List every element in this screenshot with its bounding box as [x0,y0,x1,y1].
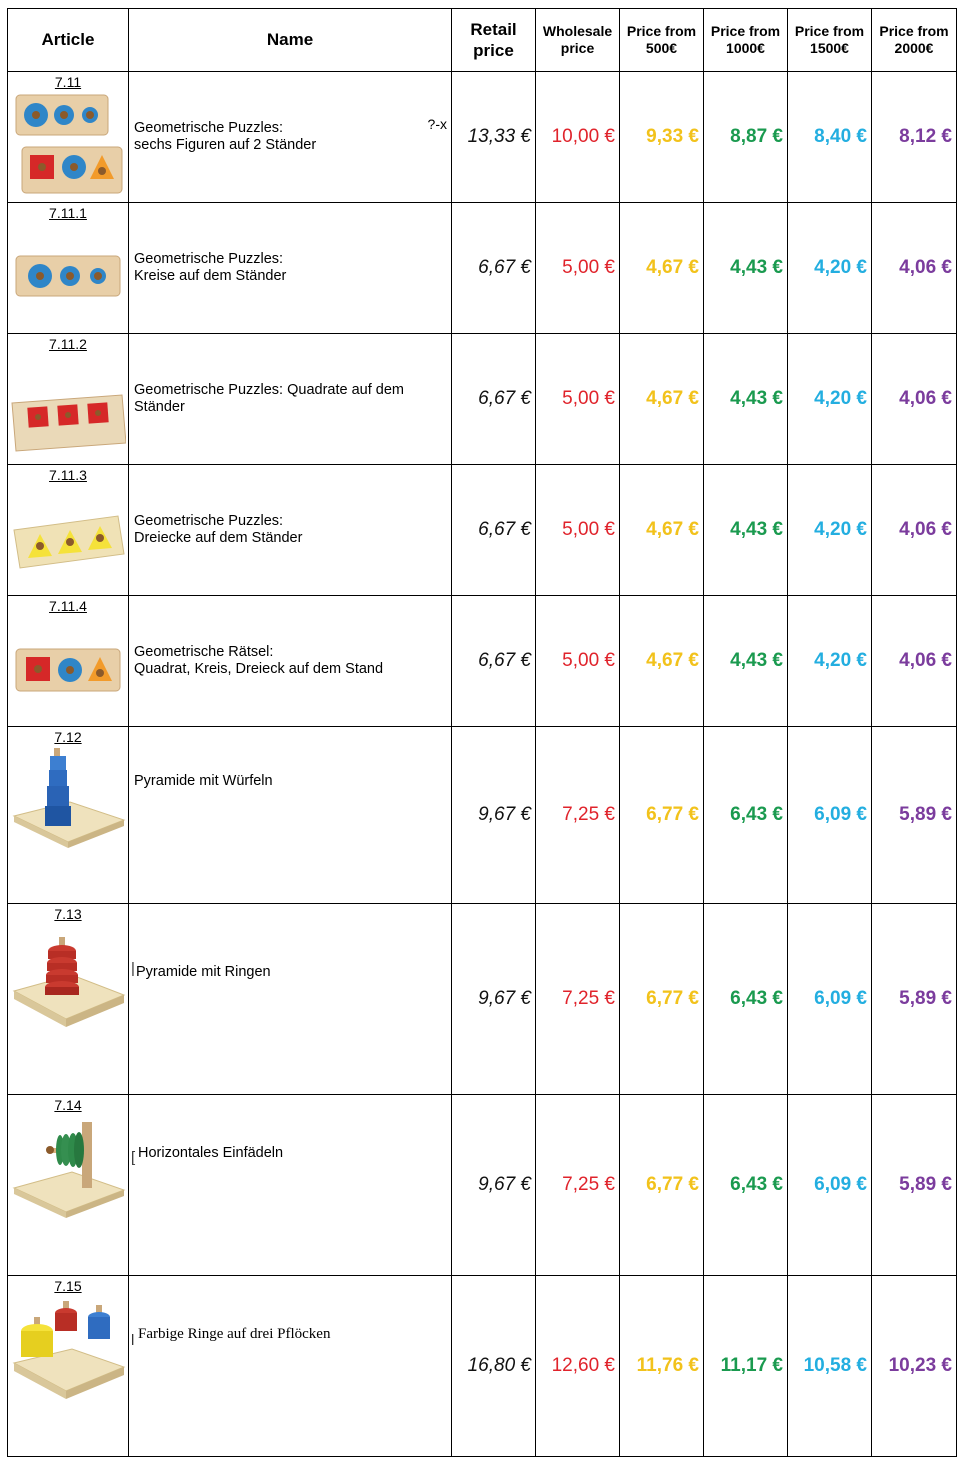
product-image [10,91,126,199]
price-from-2000: 4,06 € [872,596,957,727]
product-name: Horizontales Einfädeln [138,1145,284,1161]
header-name: Name [129,9,452,72]
product-name-cell [129,1276,452,1457]
price-from-1000: 4,43 € [704,334,788,465]
price-from-1500: 6,09 € [788,727,872,904]
price-table [7,8,957,1457]
retail-price: 6,67 € [452,203,536,334]
wholesale-price: 10,00 € [536,72,620,203]
price-from-1000: 4,43 € [704,465,788,596]
article-code-link[interactable]: 7.11 [54,74,82,90]
retail-price: 6,67 € [452,596,536,727]
retail-price: 9,67 € [452,1095,536,1276]
price-from-500: 4,67 € [620,334,704,465]
header-row [8,9,957,72]
retail-price: 16,80 € [452,1276,536,1457]
wholesale-price: 7,25 € [536,727,620,904]
price-from-1000: 6,43 € [704,904,788,1095]
retail-price: 9,67 € [452,727,536,904]
wholesale-price: 7,25 € [536,1095,620,1276]
product-name-cell [129,904,452,1095]
product-image [10,222,126,330]
stray-mark: ?-x [427,116,447,132]
article-cell [8,465,129,596]
article-code-link[interactable]: 7.12 [54,729,82,745]
price-from-500: 6,77 € [620,1095,704,1276]
article-code-link[interactable]: 7.14 [54,1097,82,1113]
price-from-2000: 4,06 € [872,334,957,465]
product-name-cell [129,465,452,596]
product-name: Pyramide mit Ringen [136,964,271,980]
article-cell [8,1095,129,1276]
article-cell [8,596,129,727]
article-code-link[interactable]: 7.15 [54,1278,82,1294]
article-code-link[interactable]: 7.11.4 [49,598,87,614]
header-wholesale-price: Wholesale price [536,9,620,72]
header-price-from-2000: Price from 2000€ [872,9,957,72]
wholesale-price: 5,00 € [536,334,620,465]
product-image [10,923,126,1031]
price-from-500: 4,67 € [620,203,704,334]
product-name: Geometrische Puzzles: Kreise auf dem Ständer [134,251,287,284]
cell-mark: [ [131,1149,136,1166]
article-code-link[interactable]: 7.11.1 [49,205,87,221]
product-name: Pyramide mit Würfeln [134,773,273,789]
table-row [8,904,957,1095]
price-from-1000: 6,43 € [704,727,788,904]
product-name-cell [129,72,452,203]
price-from-1000: 6,43 € [704,1095,788,1276]
product-name-cell [129,727,452,904]
price-from-500: 4,67 € [620,465,704,596]
retail-price: 6,67 € [452,465,536,596]
product-name: Geometrische Puzzles: sechs Figuren auf 2 Ständer [134,120,317,153]
price-from-2000: 8,12 € [872,72,957,203]
price-from-500: 6,77 € [620,904,704,1095]
price-from-1500: 6,09 € [788,1095,872,1276]
product-image [10,615,126,723]
price-from-1500: 4,20 € [788,596,872,727]
article-cell [8,334,129,465]
wholesale-price: 12,60 € [536,1276,620,1457]
article-cell [8,203,129,334]
article-code-link[interactable]: 7.11.2 [49,336,87,352]
product-name-cell [129,203,452,334]
product-name-cell [129,334,452,465]
price-from-1000: 11,17 € [704,1276,788,1457]
product-image [10,353,126,461]
price-from-1500: 4,20 € [788,465,872,596]
article-cell [8,904,129,1095]
article-cell [8,1276,129,1457]
product-image [10,1295,126,1403]
wholesale-price: 5,00 € [536,203,620,334]
price-from-2000: 4,06 € [872,203,957,334]
header-price-from-1500: Price from 1500€ [788,9,872,72]
price-from-1500: 4,20 € [788,203,872,334]
price-from-1000: 4,43 € [704,203,788,334]
table-row [8,1095,957,1276]
product-image [10,484,126,592]
price-from-500: 6,77 € [620,727,704,904]
product-image [10,746,126,854]
wholesale-price: 5,00 € [536,465,620,596]
header-retail-price: Retail price [452,9,536,72]
price-from-500: 9,33 € [620,72,704,203]
cell-mark: | [131,960,135,977]
product-name: Geometrische Puzzles: Quadrate auf dem Ständer [134,382,404,415]
article-code-link[interactable]: 7.13 [54,906,82,922]
table-row [8,334,957,465]
header-article: Article [8,9,129,72]
table-row [8,72,957,203]
table-row [8,727,957,904]
article-cell [8,727,129,904]
price-from-1500: 4,20 € [788,334,872,465]
wholesale-price: 7,25 € [536,904,620,1095]
price-from-2000: 4,06 € [872,465,957,596]
product-name-cell [129,596,452,727]
product-name: Geometrische Puzzles: Dreiecke auf dem Ständer [134,513,303,546]
retail-price: 13,33 € [452,72,536,203]
price-from-2000: 10,23 € [872,1276,957,1457]
cell-mark: l [131,1332,135,1349]
product-name: Geometrische Rätsel: Quadrat, Kreis, Dreieck auf dem Stand [134,644,384,677]
price-from-1000: 4,43 € [704,596,788,727]
price-from-1000: 8,87 € [704,72,788,203]
price-from-2000: 5,89 € [872,727,957,904]
header-price-from-500: Price from 500€ [620,9,704,72]
price-from-1500: 8,40 € [788,72,872,203]
product-name: Farbige Ringe auf drei Pflöcken [138,1326,331,1342]
price-from-1500: 6,09 € [788,904,872,1095]
price-from-2000: 5,89 € [872,1095,957,1276]
product-image [10,1114,126,1222]
table-row [8,465,957,596]
article-code-link[interactable]: 7.11.3 [49,467,87,483]
price-from-2000: 5,89 € [872,904,957,1095]
table-row [8,1276,957,1457]
table-row [8,203,957,334]
price-from-500: 11,76 € [620,1276,704,1457]
table-row [8,596,957,727]
retail-price: 9,67 € [452,904,536,1095]
product-name-cell [129,1095,452,1276]
price-from-1500: 10,58 € [788,1276,872,1457]
price-from-500: 4,67 € [620,596,704,727]
article-cell [8,72,129,203]
header-price-from-1000: Price from 1000€ [704,9,788,72]
retail-price: 6,67 € [452,334,536,465]
wholesale-price: 5,00 € [536,596,620,727]
